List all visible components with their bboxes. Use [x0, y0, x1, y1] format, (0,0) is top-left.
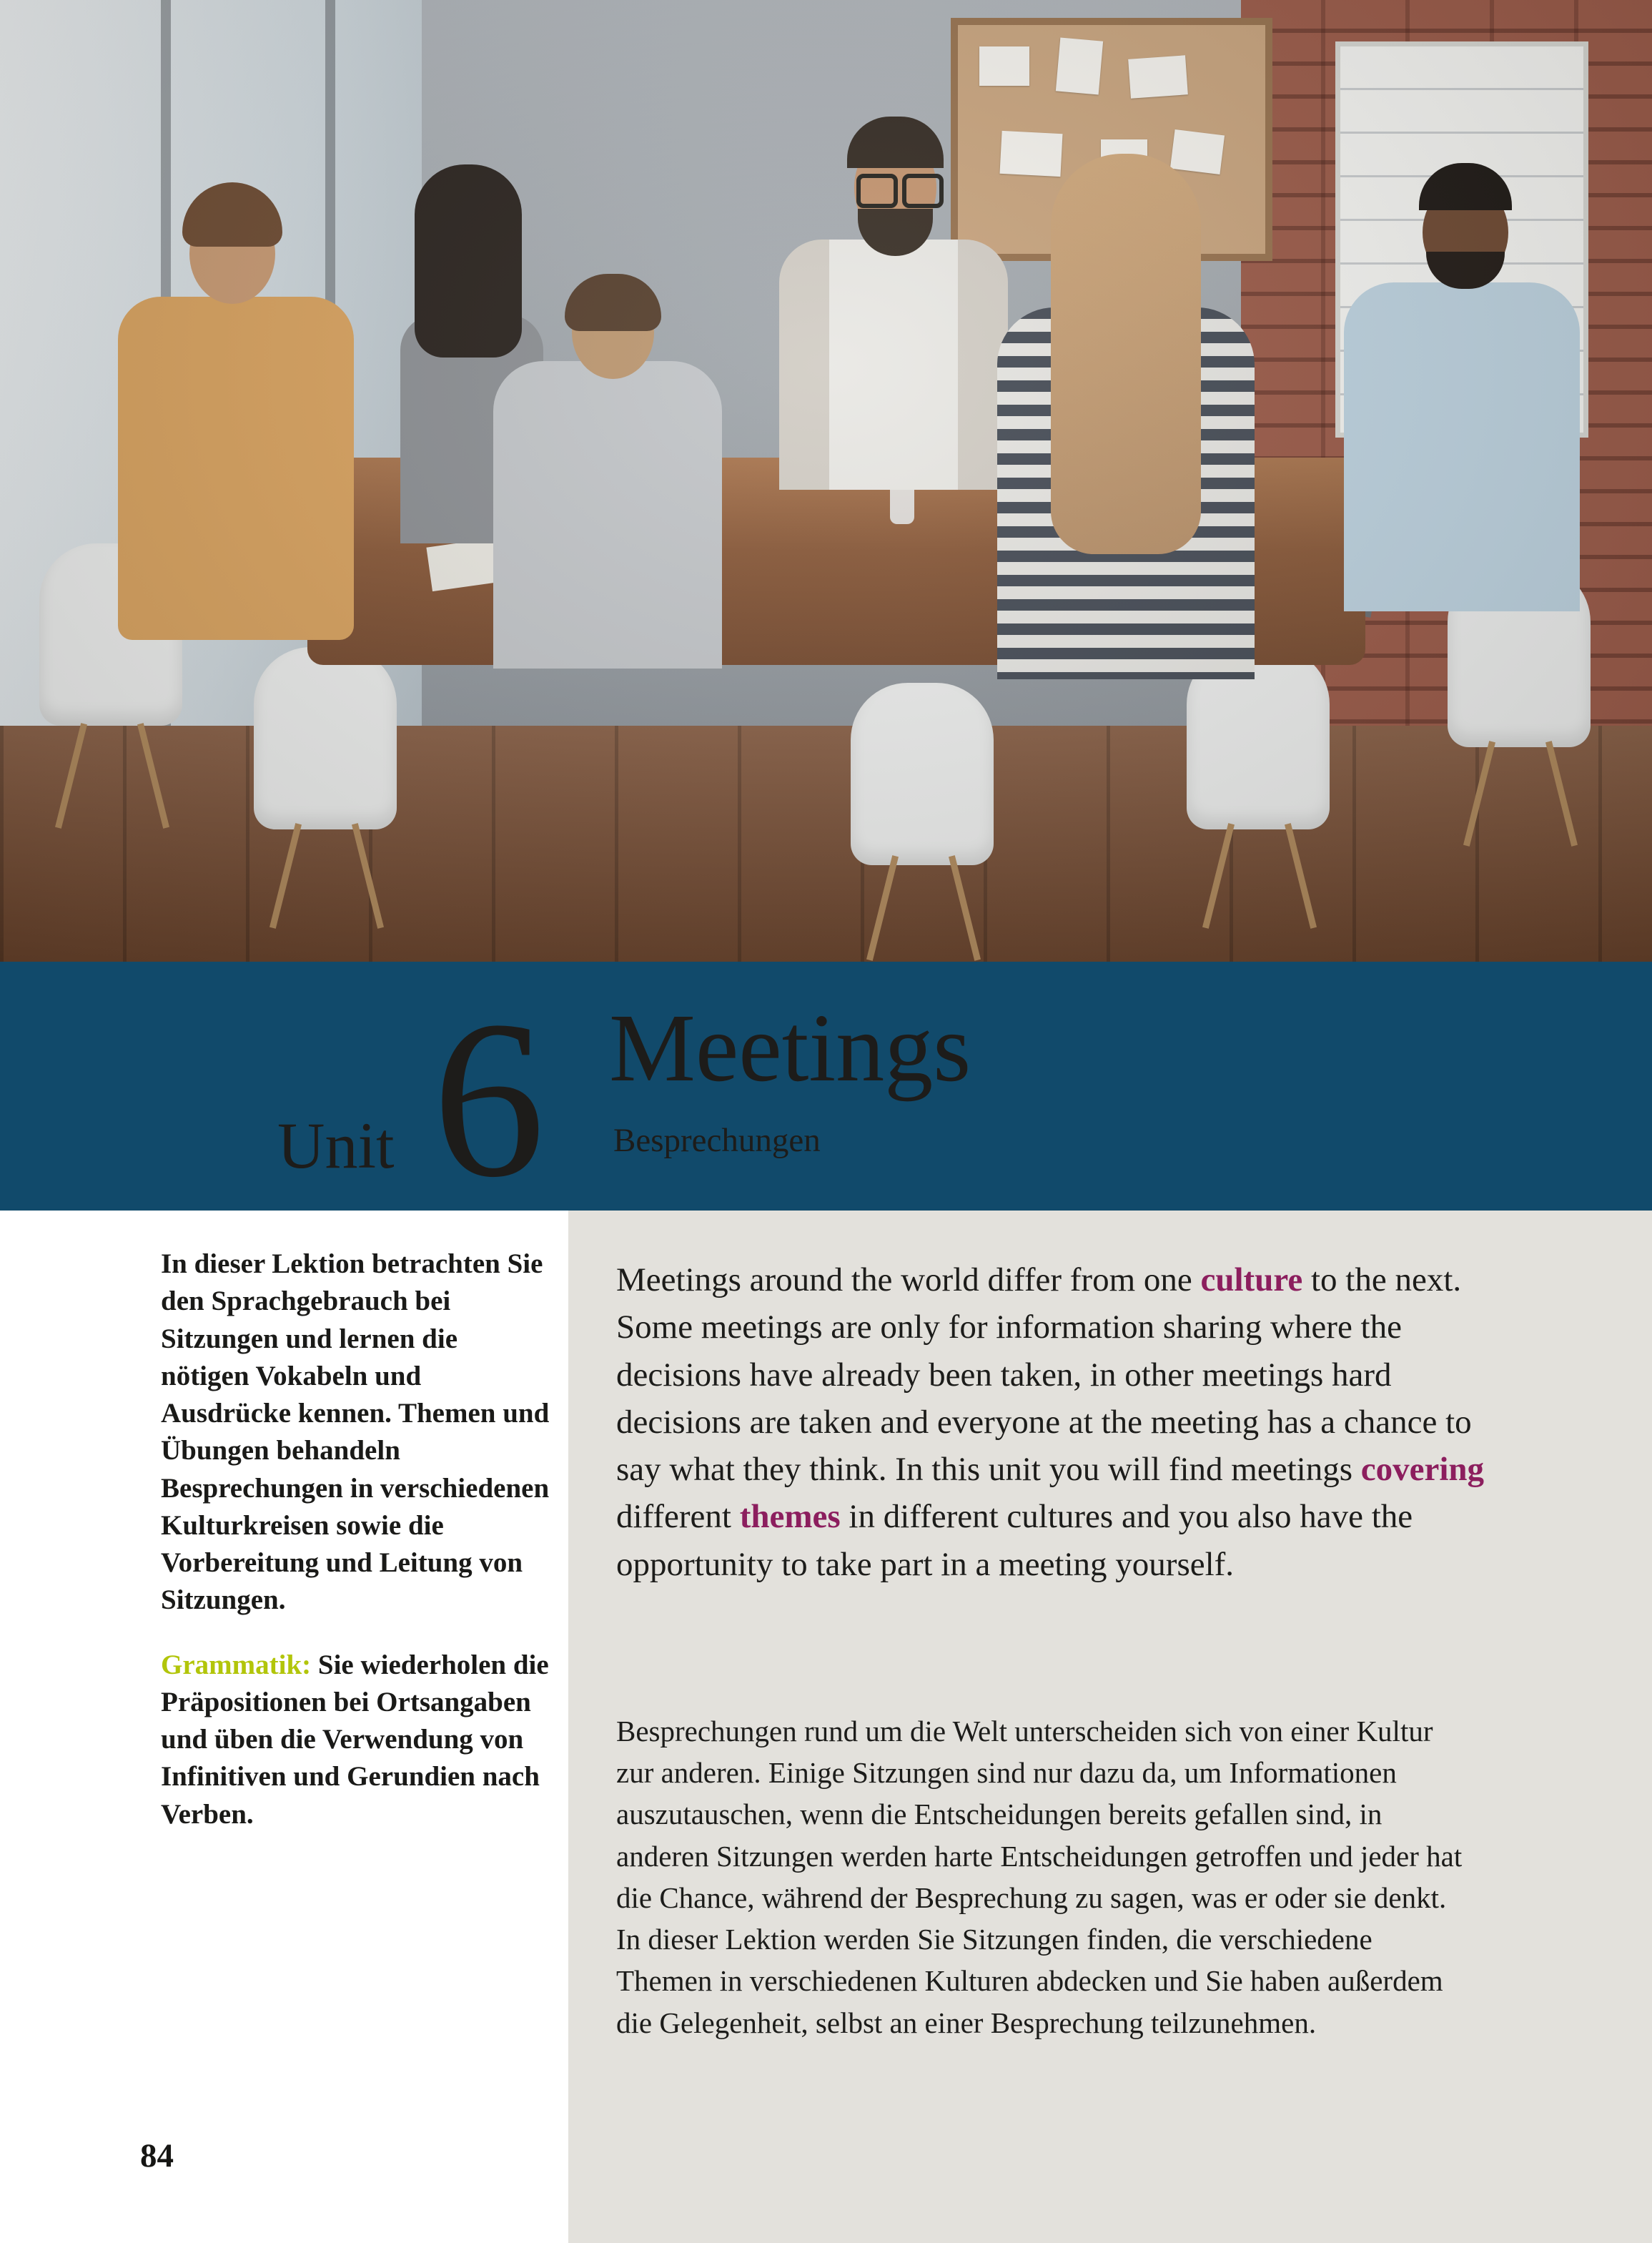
text-segment-normal: different: [616, 1498, 740, 1536]
photo-chair-leg: [866, 855, 899, 961]
photo-person: [493, 361, 722, 669]
photo-chair-leg: [1545, 741, 1578, 847]
text-segment-normal: Meetings around the world differ from one: [616, 1261, 1201, 1298]
sidebar-grammar-paragraph: [161, 1647, 550, 1833]
photo-chair: [1448, 565, 1591, 747]
photo-chair-leg: [1463, 741, 1495, 847]
photo-flipchart: [1340, 46, 1583, 433]
text-segment-normal: Sie wiederholen die Präpositionen bei Ortsangaben und üben die Verwendung von Infinitiven und Gerundien nach Verben.: [161, 1649, 549, 1830]
page-number: 84: [140, 2137, 174, 2174]
photo-person-hair: [1051, 154, 1201, 554]
photo-chair-leg: [1285, 823, 1317, 929]
photo-wood-floor: [0, 726, 1652, 962]
photo-note: [1170, 129, 1225, 174]
text-segment-keyword: culture: [1200, 1261, 1303, 1298]
photo-chair: [1187, 647, 1330, 829]
photo-person-head: [572, 286, 654, 379]
unit-subtitle: Besprechungen: [613, 1122, 821, 1159]
text-segment-keyword: covering: [1360, 1451, 1485, 1489]
photo-chair: [851, 683, 994, 865]
photo-person-hair: [182, 182, 282, 247]
german-paragraph: Besprechungen rund um die Welt unterscheiden sich von einer Kultur zur anderen. Einige Sitzungen sind nur dazu da, um Informationen auszutauschen, wenn die Entscheidungen bereits gefallen sind, in anderen Sitzungen werden harte Entscheidungen getroffen und jeder hat die Chance, während der Besprechung zu sagen, was er oder sie denkt. In dieser Lektion werden Sie Sitzungen finden, die verschiedene Themen in verschiedenen Kulturen abdecken und Sie haben außerdem die Gelegenheit, selbst an einer Besprechung teilzunehmen.: [616, 1715, 1463, 2039]
photo-chair-leg: [949, 855, 981, 961]
photo-window-mullion: [161, 0, 171, 736]
photo-person-glasses: [902, 174, 944, 208]
photo-person-glasses: [856, 174, 898, 208]
photo-person-head: [440, 189, 511, 275]
photo-person-hair: [847, 117, 944, 168]
text-segment-grammar-label: Grammatik:: [161, 1649, 312, 1680]
photo-window-mullion: [325, 0, 335, 736]
photo-note: [999, 131, 1062, 177]
photo-person-hair: [415, 164, 522, 358]
photo-person-hair: [565, 274, 661, 331]
text-segment-normal: in different cultures and you also have the opportunity to take part in a meeting yourself.: [616, 1498, 1413, 1583]
photo-note: [979, 46, 1029, 86]
unit-label: Unit: [277, 1109, 395, 1182]
photo-note: [1101, 139, 1147, 197]
photo-glass: [647, 493, 671, 535]
photo-table: [307, 458, 1365, 665]
photo-paper: [426, 533, 538, 591]
photo-chair-leg: [352, 823, 384, 929]
photo-person: [400, 315, 543, 543]
photo-person: [779, 240, 1008, 490]
photo-person-head: [1423, 182, 1508, 282]
sidebar-intro-paragraph: In dieser Lektion betrachten Sie den Sprachgebrauch bei Sitzungen und lernen die nötigen Vokabeln und Ausdrücke kennen. Themen und Übungen behandeln Besprechungen in verschiedenen Kulturkreisen sowie die Vorbereitung und Leitung von Sitzungen.: [161, 1248, 550, 1616]
unit-title: Meetings: [609, 995, 971, 1102]
photo-flipchart-leg: [1514, 433, 1553, 618]
photo-person: [997, 307, 1255, 679]
photo-brick-wall: [1241, 0, 1652, 754]
photo-note: [1128, 55, 1188, 98]
photo-person-head: [854, 136, 936, 240]
unit-number: 6: [432, 975, 545, 1224]
photo-flipchart-leg: [1364, 433, 1403, 618]
photo-window: [0, 0, 422, 736]
photo-chair: [254, 647, 397, 829]
photo-corkboard: [951, 18, 1272, 261]
photo-chair-leg: [269, 823, 302, 929]
photo-chair-leg: [1202, 823, 1235, 929]
sidebar: [161, 1246, 550, 1833]
photo-person-beard: [1426, 252, 1505, 289]
photo-chair: [39, 543, 182, 726]
photo-note: [1056, 38, 1103, 95]
photo-person-hair: [1419, 163, 1512, 210]
text-segment-keyword: themes: [739, 1498, 841, 1536]
text-segment-normal: to the next. Some meetings are only for information sharing where the decisions have already been taken, in other meetings hard decisions are taken and everyone at the meeting has a chance to say what they think. In this unit you will find meetings: [616, 1261, 1472, 1489]
photo-person-beard: [858, 209, 933, 256]
photo-person: [1344, 282, 1580, 611]
photo-chair-leg: [137, 723, 169, 829]
photo-person: [118, 297, 354, 640]
photo-glass: [890, 483, 914, 524]
english-paragraph: [616, 1256, 1492, 1588]
meeting-photo: [0, 0, 1652, 962]
photo-person-head: [189, 204, 275, 304]
photo-chair-leg: [55, 723, 87, 829]
